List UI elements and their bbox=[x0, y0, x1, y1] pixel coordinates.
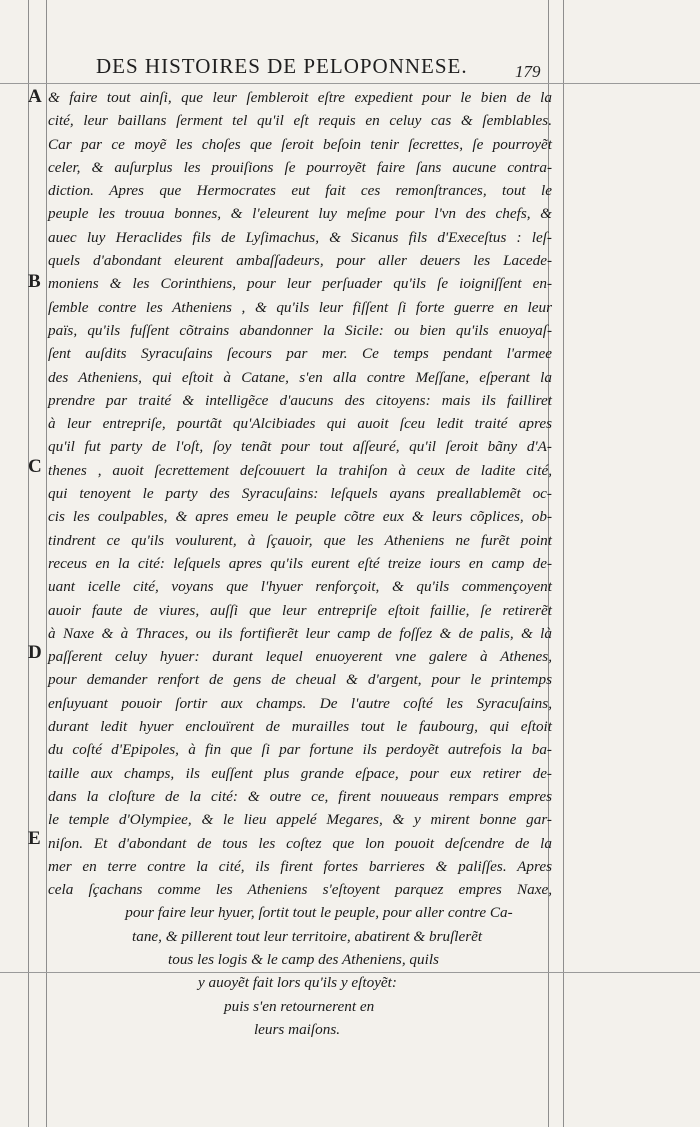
right-margin-rule bbox=[563, 0, 564, 1127]
text-line: cité, leur baillans ſerment tel qu'il eſt requis en celuy cas & ſemblables. bbox=[48, 112, 552, 130]
text-line: y auoyẽt fait lors qu'ils y eſtoyẽt: bbox=[198, 974, 397, 992]
text-line: enſuyuant pouoir ſortir aux champs. De l'autre coſté les Syracuſains, bbox=[48, 694, 552, 712]
text-line: à Naxe & à Thraces, ou ils fortifierẽt leur camp de foſſez & de palis, & là bbox=[48, 624, 552, 642]
text-line: paſſerent celuy hyuer: durant lequel enuoyerent vne galere à Athenes, bbox=[48, 648, 552, 666]
text-line: païs, qu'ils fuſſent cõtrains abandonner la Sicile: ou bien qu'ils enuoyaſ- bbox=[48, 321, 552, 339]
text-line: cis les coulpables, & apres emeu le peuple cõtre eux & leurs cõplices, ob- bbox=[48, 508, 552, 526]
text-line: qui tenoyent le party des Syracuſains: leſquels ayans preallablemẽt oc- bbox=[48, 485, 552, 503]
left-margin-rule-2 bbox=[46, 0, 47, 1127]
text-line: mer en terre contre la cité, ils firent fortes barrieres & paliſſes. Apres bbox=[48, 857, 552, 875]
text-line: tindrent ce qu'ils voulurent, à ſçauoir, que les Atheniens ne furẽt point bbox=[48, 531, 552, 549]
text-line: taille aux champs, ils euſſent plus grande eſpace, pour eux retirer de- bbox=[48, 764, 552, 782]
text-line: qu'il fut party de l'oſt, ſoy tenãt pour tout aſſeuré, qu'il ſeroit bãny d'A- bbox=[48, 438, 552, 456]
text-line: puis s'en retournerent en bbox=[224, 997, 375, 1015]
text-line: ſemble contre les Atheniens , & qu'ils leur fiſſent ſi forte guerre en leur bbox=[48, 298, 552, 316]
text-line: durant ledit hyuer enclouïrent de murailles tout le faubourg, qui eſtoit bbox=[48, 718, 552, 736]
text-line: auoir faute de viures, auſſi que leur entrepriſe eſtoit faillie, ſe retirerẽt bbox=[48, 601, 552, 619]
text-line: à leur entrepriſe, pourtãt qu'Alcibiades qui auoit ſceu ledit traité apres bbox=[48, 415, 552, 433]
text-line: cela ſçachans comme les Atheniens s'eſtoyent parquez empres Naxe, bbox=[48, 881, 552, 899]
text-line: tane, & pillerent tout leur territoire, abatirent & bruſlerẽt bbox=[132, 927, 483, 945]
text-line: du coſté d'Epipoles, à fin que ſi par fortune ils perdoyẽt autrefois la ba- bbox=[48, 741, 552, 759]
left-margin-rule-1 bbox=[28, 0, 29, 1127]
text-line: auec luy Heraclides fils de Lyſimachus, & Sicanus fils d'Execeſtus : leſ- bbox=[48, 228, 552, 246]
text-line: & faire tout ainſi, que leur ſembleroit eſtre expedient pour le bien de la bbox=[48, 89, 552, 106]
text-line: tous les logis & le camp des Atheniens, quils bbox=[168, 950, 439, 968]
text-line: leurs maiſons. bbox=[253, 1020, 341, 1038]
text-line: niſon. Et d'abondant de tous les coſtez que lon pouoit deſcendre de la bbox=[48, 834, 552, 852]
text-line: des Atheniens, qui eſtoit à Catane, s'en alla contre Meſſane, eſperant la bbox=[48, 368, 552, 386]
running-head: DES HISTOIRES DE PELOPONNESE. bbox=[96, 54, 468, 78]
margin-letter-b: B bbox=[28, 271, 41, 292]
margin-letter-d: D bbox=[28, 642, 42, 663]
text-line: Car par ce moyẽ les choſes que ſeroit beſoin tenir ſecrettes, ſe pourroyẽt bbox=[48, 135, 552, 153]
text-line: pour demander renfort de gens de cheual & d'argent, pour le printemps bbox=[48, 671, 552, 689]
body-text bbox=[48, 86, 552, 1041]
margin-letter-e: E bbox=[28, 828, 41, 849]
text-line: diction. Apres que Hermocrates eut fait ces remonſtrances, tout le bbox=[48, 182, 552, 200]
page-number: 179 bbox=[515, 62, 541, 81]
margin-letter-a: A bbox=[28, 86, 42, 107]
text-line: quels d'abondant eleurent ambaſſadeurs, pour aller deuers les Lacede- bbox=[48, 252, 552, 270]
text-line: ſent auſdits Syracuſains ſecours par mer. Ce temps pendant l'armee bbox=[48, 345, 552, 363]
text-line: receus en la cité: leſquels apres qu'ils eurent eſté treize iours en camp de- bbox=[48, 554, 552, 572]
text-line: le temple d'Olympiee, & le lieu appelé Megares, & y mirent bonne gar- bbox=[48, 811, 552, 829]
text-line: thenes , auoit ſecrettement deſcouuert la trahiſon à ceux de ladite cité, bbox=[48, 461, 552, 479]
text-line: uant icelle cité, voyans que l'hyuer renforçoit, & qu'ils commençoyent bbox=[48, 578, 552, 596]
text-line: peuple les trouua bonnes, & l'eleurent luy meſme pour l'vn des chefs, & bbox=[48, 205, 552, 223]
text-line: prendre par traité & intelligẽce d'aucuns des citoyens: mais ils failliret bbox=[48, 391, 552, 409]
text-line: celer, & auſurplus les prouiſions ſe pourroyẽt faire ſans aucune contra- bbox=[48, 158, 552, 176]
text-line: moniens & les Corinthiens, pour leur perſuader qu'ils ſe ioigniſſent en- bbox=[48, 275, 552, 293]
text-line: pour faire leur hyuer, ſortit tout le peuple, pour aller contre Ca- bbox=[125, 904, 513, 922]
margin-letter-c: C bbox=[28, 456, 42, 477]
text-line: dans la cloſture de la cité: & outre ce, firent nouueaus rempars empres bbox=[48, 787, 552, 805]
